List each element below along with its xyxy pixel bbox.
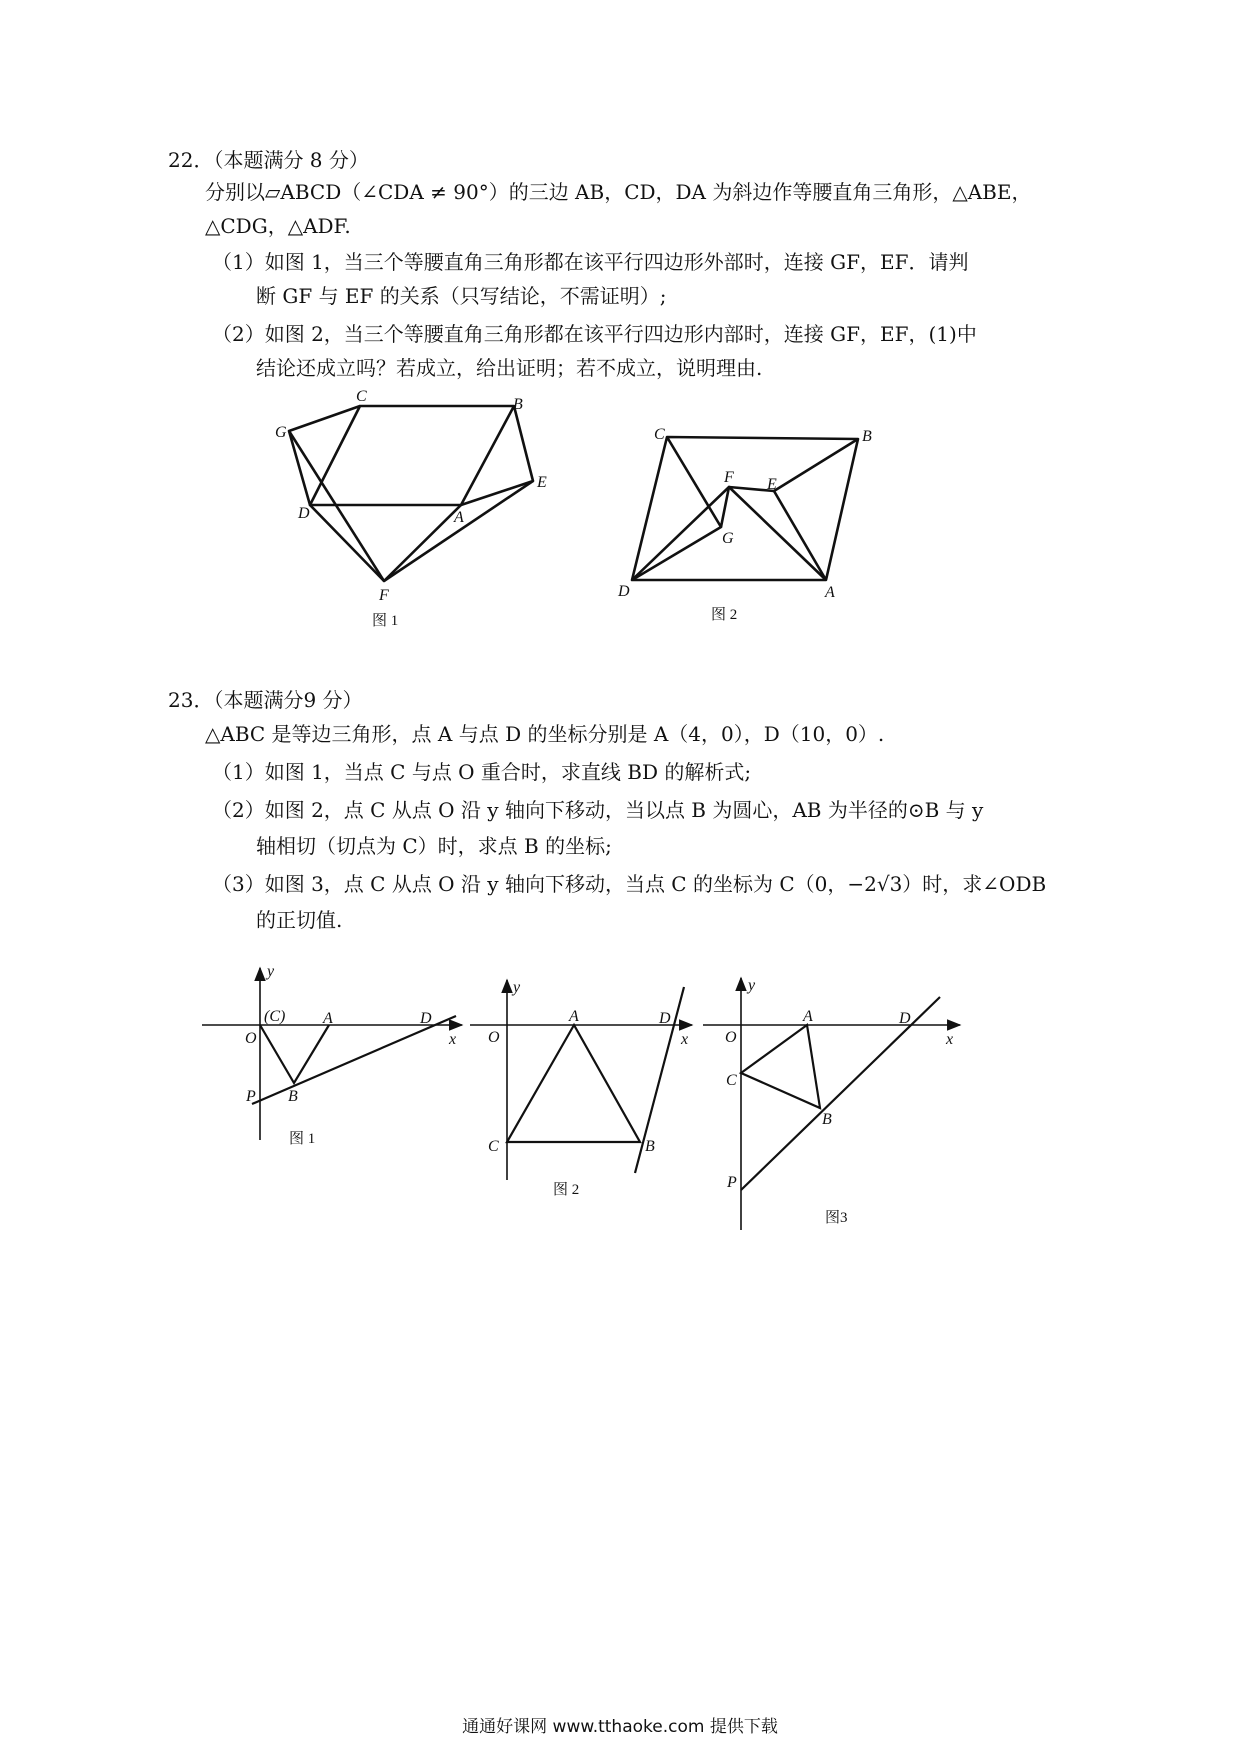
fig23-3-label-D: D [899,1010,911,1027]
fig23-3-caption: 图3 [825,1210,848,1226]
fig23-1-label-B: B [288,1088,298,1105]
fig23-2-label-A: A [569,1008,579,1025]
fig23-2-label-B: B [645,1138,655,1155]
fig2-label-F: F [724,469,734,486]
q23-stem: △ABC 是等边三角形，点 A 与点 D 的坐标分别是 A（4，0），D（10，0）. [205,722,885,746]
fig23-3-label-y: y [748,977,756,994]
q23-part2-line2: 轴相切（切点为 C）时，求点 B 的坐标; [256,834,612,858]
fig23-2-label-C: C [488,1138,499,1155]
fig23-2-label-D: D [659,1010,671,1027]
q22-stem-line1: 分别以▱ABCD（∠CDA ≠ 90°）的三边 AB，CD，DA 为斜边作等腰直角三角形，△ABE， [205,180,1032,204]
fig23-1-label-x: x [449,1031,457,1048]
q22-part1-line2: 断 GF 与 EF 的关系（只写结论，不需证明）; [256,284,667,308]
q22-stem-line2: △CDG，△ADF. [205,214,351,238]
fig1-label-D: D [298,505,310,522]
fig1-label-A: A [454,509,464,526]
q23-figure-1 [195,960,470,1160]
fig2-label-G: G [722,530,734,547]
fig23-3-label-B: B [822,1111,832,1128]
fig23-3-label-A: A [803,1008,813,1025]
q23-figure-2 [465,970,695,1205]
fig2-caption: 图 2 [711,607,738,623]
fig1-label-C: C [356,388,367,405]
fig2-label-A: A [825,584,835,601]
fig23-3-label-O: O [725,1029,737,1046]
q23-figure-3 [700,970,965,1235]
fig23-1-label-C: (C) [264,1008,286,1025]
fig23-2-label-y: y [513,979,521,996]
fig23-2-label-x: x [681,1031,689,1048]
q23-part3-line2: 的正切值. [256,908,343,932]
fig23-1-label-P: P [246,1088,256,1105]
q22-figure-1 [260,380,580,640]
fig1-label-E: E [537,474,547,491]
fig2-label-E: E [767,476,777,493]
q23-header: 23．（本题满分9 分） [168,688,363,712]
q22-figure-2 [610,420,890,630]
fig23-2-caption: 图 2 [553,1182,580,1198]
fig23-1-caption: 图 1 [289,1131,316,1147]
q23-part1: （1）如图 1，当点 C 与点 O 重合时，求直线 BD 的解析式; [212,760,752,784]
q22-part2-line2: 结论还成立吗？若成立，给出证明；若不成立，说明理由. [256,356,763,380]
q22-part2-line1: （2）如图 2，当三个等腰直角三角形都在该平行四边形内部时，连接 GF，EF，(1)中 [212,322,977,346]
q22-header: 22．（本题满分 8 分） [168,148,369,172]
fig23-1-label-O: O [245,1030,257,1047]
fig23-1-label-A: A [323,1010,333,1027]
q22-part1-line1: （1）如图 1，当三个等腰直角三角形都在该平行四边形外部时，连接 GF，EF．请判 [212,250,969,274]
q23-part2-line1: （2）如图 2，点 C 从点 O 沿 y 轴向下移动，当以点 B 为圆心，AB 为半径的⊙B 与 y [212,798,984,822]
fig2-label-C: C [654,426,665,443]
fig23-3-label-P: P [727,1174,737,1191]
fig1-label-B: B [513,396,523,413]
page-footer: 通通好课网 www.tthaoke.com 提供下载 [462,1717,778,1737]
q23-part3-line1: （3）如图 3，点 C 从点 O 沿 y 轴向下移动，当点 C 的坐标为 C（0，−2√3）时，求∠ODB [212,872,1047,896]
fig1-label-G: G [275,424,287,441]
fig23-1-label-y: y [267,963,275,980]
fig23-2-label-O: O [488,1029,500,1046]
fig2-label-B: B [862,428,872,445]
fig1-label-F: F [379,587,389,604]
fig23-3-label-x: x [946,1031,954,1048]
fig23-1-label-D: D [420,1010,432,1027]
fig2-label-D: D [618,583,630,600]
fig1-caption: 图 1 [372,613,399,629]
fig23-3-label-C: C [726,1072,737,1089]
